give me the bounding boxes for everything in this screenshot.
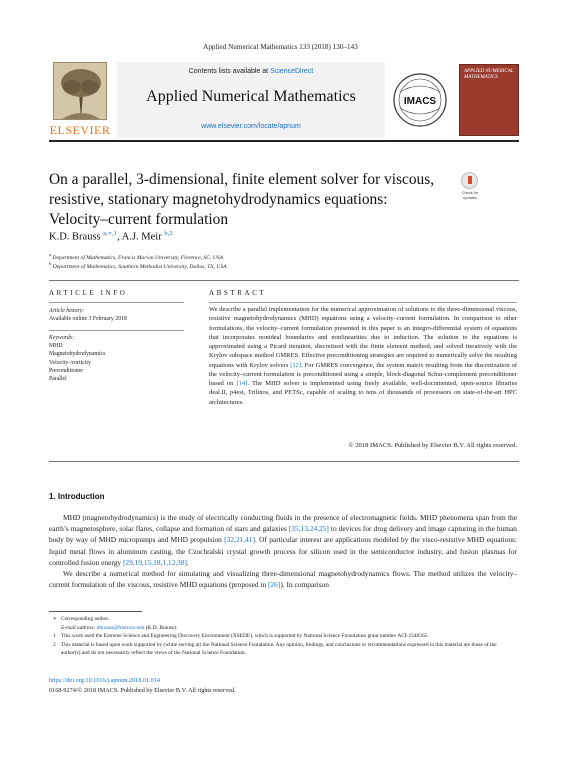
body-text <box>49 512 517 590</box>
text-segment: We describe a numerical method for simulating and visualizing three-dimensional magnetohydrodynamics flows. The method utilizes the velocity–current formulation of the viscous, resistive MHD equations (proposed in <box>49 569 517 590</box>
crossmark-label: Check for updates <box>461 190 479 200</box>
journal-reference: Applied Numerical Mathematics 133 (2018) 130–143 <box>203 43 358 51</box>
imacs-logo <box>391 62 449 138</box>
email-suffix: (K.D. Brauss). <box>144 624 178 631</box>
elsevier-logo <box>49 62 111 138</box>
footnote-mark: 1 <box>53 633 56 640</box>
keywords-block <box>49 334 184 383</box>
elsevier-tree-icon <box>53 62 107 120</box>
section-heading: 1. Introduction <box>49 492 105 501</box>
copyright-notice: © 2018 IMACS. Published by Elsevier B.V. All rights reserved. <box>348 442 517 449</box>
author-list: K.D. Brauss $^{a,∗,1}$, A.J. Meir $^{b,2}$ <box>49 230 173 243</box>
keyword: MHD <box>49 343 63 350</box>
footnote-email <box>49 624 517 633</box>
journal-homepage-link[interactable]: www.elsevier.com/locate/apnum <box>201 123 301 130</box>
author-marks[interactable]: b,2 <box>164 230 173 237</box>
footnote-mark: 2 <box>53 641 56 648</box>
abstract-text <box>209 305 517 407</box>
footnote-text: This work used the Extreme Science and Engineering Discovery Environment (XSEDE), which is supported by National Science Foundation grant number ACI-1548562. <box>61 633 429 640</box>
affiliation-mark: b <box>49 261 52 266</box>
journal-title: Applied Numerical Mathematics <box>146 88 356 105</box>
elsevier-wordmark: ELSEVIER <box>49 123 111 137</box>
abstract-segment: . For GMRES convergence, the system matrix resulting from the discretization of the velocity–current formulation is preconditioned using a simple, block-diagonal Schur-complement preconditioner based on <box>209 361 517 387</box>
footnote-corresponding <box>49 615 517 624</box>
article-info-heading: ARTICLE INFO <box>49 289 128 297</box>
crossmark-badge[interactable] <box>456 172 484 202</box>
email-label: E-mail address: <box>61 624 96 631</box>
journal-masthead <box>117 62 385 138</box>
footnotes <box>49 615 517 658</box>
section-divider <box>49 280 519 281</box>
abstract-segment: We describe a parallel implementation for the numerical approximation of solutions to the three-dimensional viscous, resistive magnetohydrodynamics (MHD) equations using a velocity–current formulation. In comparison to other formulations, the velocity–current formulation presented in this paper is an integro-differential system of equations that incorporates nonideal boundaries and nonlinearities due to induction. The solution to the equations is approximated using a Picard iteration, discretized with the finite element method, and solved iteratively with the Krylov subspace method GMRES. Effective preconditioning strategies are required to numerically solve the resulting equations with Krylov solvers <box>209 306 517 369</box>
article-history <box>49 307 184 323</box>
text-segment: MHD (magnetohydrodynamics) is the study of electrically conducting fluids in the presence of electromagnetic fields. MHD phenomena span from the earth’s magnetosphere, solar flares, collapse and formation of stars and galaxies <box>49 513 517 534</box>
abstract-divider <box>209 302 517 303</box>
footnote-mark: ∗ <box>53 616 57 622</box>
email-link[interactable]: dbrauss@fmarion.edu <box>96 624 145 631</box>
affiliation <box>49 252 223 261</box>
citation-link[interactable]: [35,13,24,25] <box>288 524 329 534</box>
journal-cover[interactable] <box>459 64 519 136</box>
issn-line: 0168-9274/© 2018 IMACS. Published by Elsevier B.V. All rights reserved. <box>49 687 236 694</box>
article-title: On a parallel, 3-dimensional, finite element solver for viscous, resistive, stationary magnetohydrodynamics equations: Velocity–current formulation <box>49 171 435 228</box>
footnote-text: This material is based upon work supported by (while serving at) the National Science Foundation. Any opinion, findings, and conclusions or recommendations expressed in this material are those of the author(s) and do not necessarily reflect the views of the National Science Foundation. <box>61 641 497 657</box>
keyword: Parallel <box>49 376 67 383</box>
abstract-segment: . The MHD solver is implemented using freely available, well-documented, open-source libraries deal.II, p4est, Trilinos, and PETSc, capable of scaling to tens of thousands of processors on state-of-the-art HPC architectures. <box>209 380 517 406</box>
keyword: Magnetohydrodynamics <box>49 351 106 358</box>
doi-link[interactable]: https://doi.org/10.1016/j.apnum.2018.01.014 <box>49 677 160 684</box>
text-segment: to devices for drug delivery and image capturing in the human body by way of MHD micropumps and MHD propulsion <box>49 524 517 545</box>
text-segment: . Of particular interest are applications modeled by the visco-resistive MHD equations: liquid metal flows in aluminum casting, the Czochralski crystal growth process for silicon used in the semiconductor industry, and fusion plasmas for controlled fusion energy <box>49 535 517 567</box>
affiliation-text: Department of Mathematics, Southern Methodist University, Dallas, TX, USA <box>52 263 227 270</box>
citation-link[interactable]: [12] <box>290 361 302 369</box>
footnote-2 <box>49 641 517 658</box>
text-segment: ). In comparison <box>280 580 329 590</box>
keyword: Velocity–vorticity <box>49 359 91 366</box>
history-value: Available online 3 February 2018 <box>49 316 127 323</box>
paragraph <box>49 568 517 590</box>
affiliation <box>49 261 227 270</box>
author-marks[interactable]: a,∗,1 <box>103 230 118 237</box>
contents-availability <box>117 68 385 75</box>
cover-title: APPLIED NUMERICAL MATHEMATICS <box>464 69 514 80</box>
contents-prefix: Contents lists available at <box>188 68 271 75</box>
footnote-divider <box>49 611 142 612</box>
author-name[interactable]: A.J. Meir <box>121 231 162 243</box>
keywords-label: Keywords: <box>49 335 74 341</box>
affiliation-mark: a <box>49 252 51 257</box>
citation-link[interactable]: [32,21,41] <box>224 535 255 545</box>
author-name[interactable]: K.D. Brauss <box>49 231 101 243</box>
citation-link[interactable]: [26] <box>268 580 281 590</box>
imacs-logo-text: IMACS <box>403 96 437 107</box>
info-divider <box>49 302 184 303</box>
sciencedirect-link[interactable]: ScienceDirect <box>270 68 314 75</box>
citation-link[interactable]: [29,19,15,18,1,12,38] <box>122 557 188 567</box>
header-divider <box>49 140 519 142</box>
footnote-text: Corresponding author. <box>61 616 110 622</box>
text-segment: . <box>187 557 189 567</box>
paragraph <box>49 512 517 568</box>
footnote-1 <box>49 632 517 641</box>
crossmark-icon <box>461 172 478 189</box>
affiliation-text: Department of Mathematics, Francis Marion University, Florence, SC, USA <box>52 254 224 261</box>
section-divider <box>49 461 519 462</box>
abstract-heading: ABSTRACT <box>209 289 267 297</box>
keyword: Preconditioner <box>49 367 84 374</box>
journal-header <box>49 62 519 138</box>
info-divider <box>49 330 184 331</box>
history-label: Article history: <box>49 308 85 314</box>
citation-link[interactable]: [14] <box>236 380 248 387</box>
